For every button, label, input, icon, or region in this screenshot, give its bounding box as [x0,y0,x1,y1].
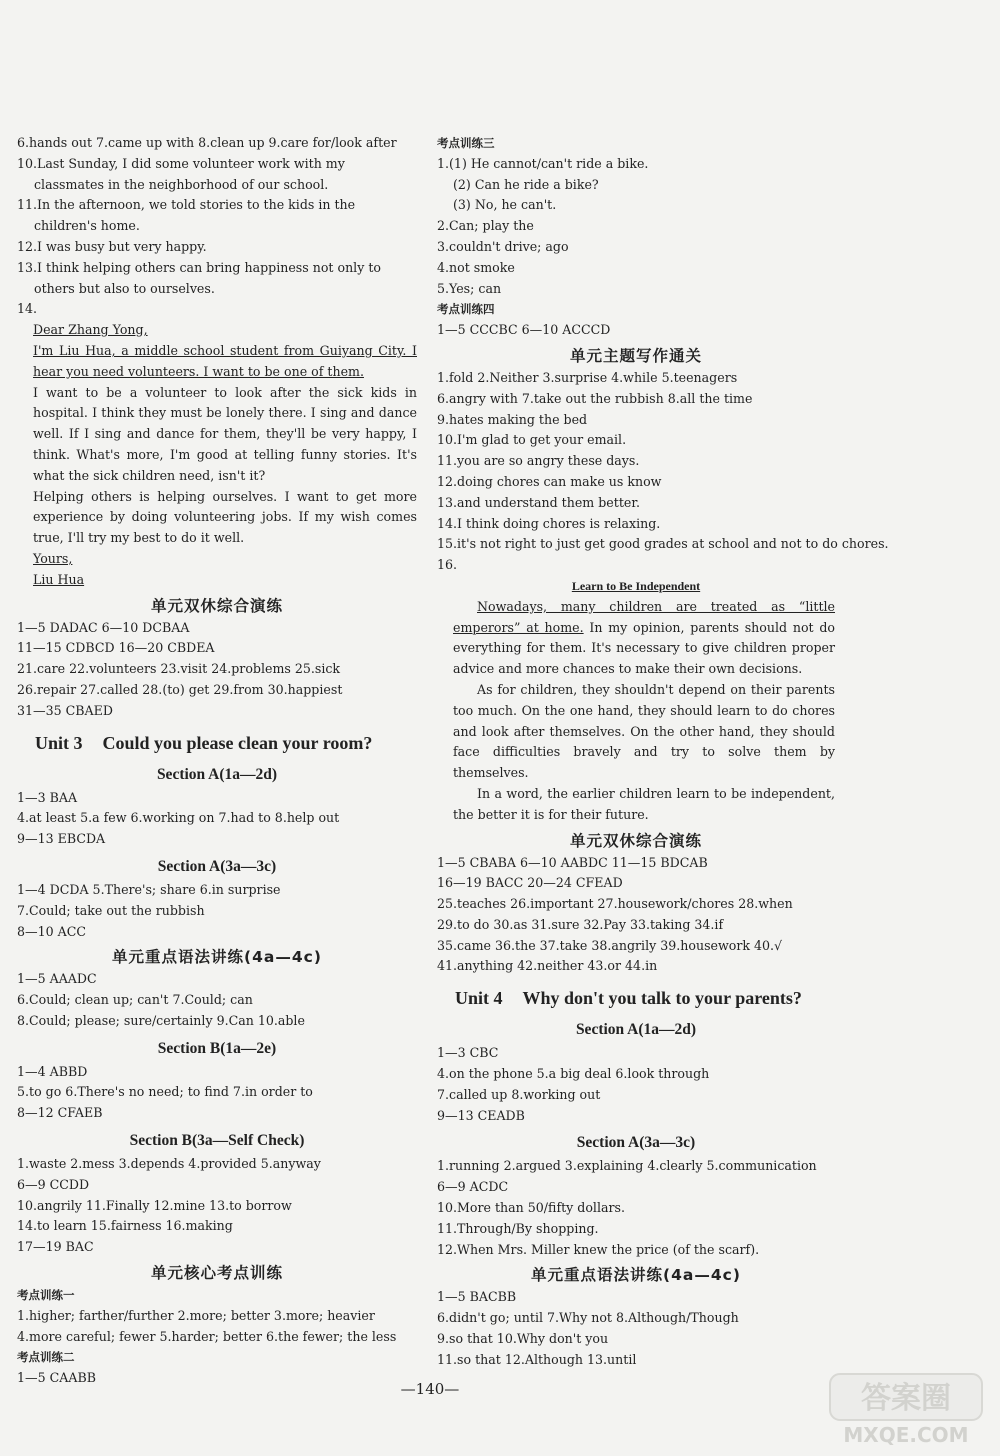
answer-line: 10.More than 50/fifty dollars. [437,1200,625,1216]
answer-line: 12.When Mrs. Miller knew the price (of the scarf). [437,1241,760,1257]
answer-line: 9.hates making the bed [437,411,588,427]
section-heading: Section A(1a—2d) [575,1021,697,1039]
letter-salutation: Dear Zhang Yong, [33,322,148,338]
answer-line: 31—35 CBAED [17,702,113,718]
section-heading: 单元双休综合演练 [569,831,702,850]
answer-line: 1.fold 2.Neither 3.surprise 4.while 5.teenagers [437,369,738,385]
answer-line: 9—13 CEADB [437,1107,525,1123]
subsection-label: 考点训练三 [437,136,495,150]
answer-line: 7.called up 8.working out [437,1086,601,1102]
answer-line: 17—19 BAC [17,1239,94,1255]
answer-line: 1—5 CBABA 6—10 AABDC 11—15 BDCAB [437,854,708,870]
answer-line: 1—5 CAABB [17,1370,96,1386]
answer-line: 6—9 CCDD [17,1176,90,1192]
answer-line: 15.it's not right to just get good grades at school and not to do chores. [437,536,889,552]
answer-line: 12.I was busy but very happy. [17,238,207,254]
answer-line: 1—5 AAADC [17,971,97,987]
answer-line: 2.Can; play the [437,218,534,234]
subsection-label: 考点训练二 [17,1350,75,1365]
answer-line: 26.repair 27.called 28.(to) get 29.from 30.happiest [17,681,343,697]
answer-line: 1—5 CCCBC 6—10 ACCCD [437,322,611,338]
answer-line: 5.Yes; can [437,280,502,296]
answer-line: 10.Last Sunday, I did some volunteer work with my classmates in the neighborhood of our school. [17,155,345,192]
answer-line: 1—3 CBC [437,1045,499,1061]
answer-line: 11—15 CDBCD 16—20 CBDEA [17,640,215,656]
answer-line: 10.angrily 11.Finally 12.mine 13.to borrow [17,1197,292,1213]
answer-line: 10.I'm glad to get your email. [437,432,627,448]
answer-line: 3.couldn't drive; ago [437,238,569,254]
answer-line: 11.you are so angry these days. [437,453,640,469]
letter-paragraph: I want to be a volunteer to look after the sick kids in hospital. I think they must be lonely there. I sing and dance well. If I sing and dance for them, they'll be very happy, I think. What's more, I'm good at telling funny stories. It's what the sick children need, isn't it? [33,384,417,483]
answer-line: 6.didn't go; until 7.Why not 8.Although/Though [437,1310,739,1326]
letter-intro: I'm Liu Hua, a middle school student from Guiyang City. I hear you need volunteers. I want to be one of them. [33,342,417,379]
answer-line: 8—12 CFAEB [17,1105,103,1121]
section-heading: Section A(3a—3c) [157,857,277,875]
unit-title: Could you please clean your room? [102,732,373,753]
answer-line: 1.running 2.argued 3.explaining 4.clearly 5.communication [437,1158,817,1174]
essay-paragraph: As for children, they shouldn't depend on their parents too much. On the one hand, they should learn to do chores and look after themselves. On the other hand, they should face difficulties bravely and try to solve them by themselves. [453,681,835,781]
letter-closing: Yours, [33,550,73,566]
essay-lead: Nowadays, many children are treated as “little emperors” at home. [453,598,835,635]
answer-line: 4.on the phone 5.a big deal 6.look through [437,1066,710,1082]
answer-line: 1.waste 2.mess 3.depends 4.provided 5.anyway [17,1156,321,1172]
unit-heading [455,983,835,1013]
answer-line: 11.Through/By shopping. [437,1220,599,1236]
unit-label: Unit 3 [35,732,83,753]
answer-line: 1—5 BACBB [437,1289,517,1305]
answer-line: 12.doing chores can make us know [437,473,662,489]
section-heading: Section A(3a—3c) [576,1134,696,1152]
section-heading: Section A(1a—2d) [156,765,278,783]
answer-line: 6.angry with 7.take out the rubbish 8.all the time [437,390,753,406]
section-heading: 单元主题写作通关 [569,346,702,365]
watermark-logo [826,1368,986,1448]
answer-line: 29.to do 30.as 31.sure 32.Pay 33.taking 34.if [437,916,724,932]
answer-line: 14.I think doing chores is relaxing. [437,515,661,531]
subsection-label: 考点训练一 [17,1288,75,1303]
answer-line: 7.Could; take out the rubbish [17,902,205,918]
unit-title: Why don't you talk to your parents? [522,988,802,1009]
answer-line: 1—5 DADAC 6—10 DCBAA [17,619,190,635]
answer-line: 13.and understand them better. [437,494,640,510]
answer-line: 11.so that 12.Although 13.until [437,1351,637,1367]
answer-line: 1.(1) He cannot/can't ride a bike. [437,155,649,171]
answer-line: 4.not smoke [437,259,515,275]
answer-line: 4.more careful; fewer 5.harder; better 6.the fewer; the less [17,1328,397,1344]
watermark-url: MXQE.COM [843,1423,969,1447]
answer-line: 9.so that 10.Why don't you [437,1331,609,1347]
unit-label: Unit 4 [455,988,503,1009]
letter-signature: Liu Hua [33,571,85,587]
section-heading: 单元重点语法讲练(4a—4c) [531,1266,741,1285]
watermark-text: 答案圈 [861,1381,951,1416]
section-heading: 单元双休综合演练 [150,596,283,615]
answer-line: 4.at least 5.a few 6.working on 7.had to 8.help out [17,810,340,826]
answer-line: 25.teaches 26.important 27.housework/chores 28.when [437,896,793,912]
answer-line: 13.I think helping others can bring happiness not only to others but also to ourselves. [17,259,381,296]
answer-line: 6.hands out 7.came up with 8.clean up 9.care for/look after [17,135,397,150]
answer-line: (3) No, he can't. [453,197,557,213]
section-heading: 单元重点语法讲练(4a—4c) [112,948,322,967]
essay-title: Learn to Be Independent [571,578,701,593]
essay-text: In my opinion, parents should not do everything for them. It's necessary to give children proper advice and more chances to make their own decisions. [453,619,835,677]
letter-paragraph: Helping others is helping ourselves. I want to get more experience by doing volunteering jobs. If my wish comes true, I'll try my best to do it well. [33,488,417,546]
answer-line: 1—4 ABBD [17,1063,88,1079]
answer-line: 21.care 22.volunteers 23.visit 24.problems 25.sick [17,661,341,677]
subsection-label: 考点训练四 [437,302,495,317]
answer-line: 5.to go 6.There's no need; to find 7.in order to [17,1084,313,1100]
section-heading: Section B(1a—2e) [157,1039,277,1057]
answer-line: 1.higher; farther/further 2.more; better 3.more; heavier [17,1307,375,1323]
page-number: —140— [400,1380,460,1398]
essay-paragraph [437,597,835,680]
answer-line: 1—4 DCDA 5.There's; share 6.in surprise [17,881,281,897]
answer-line: (2) Can he ride a bike? [453,176,599,192]
answer-line: 9—13 EBCDA [17,831,106,847]
answer-line: 1—3 BAA [17,789,78,805]
section-heading: 单元核心考点训练 [150,1264,283,1283]
essay-paragraph: In a word, the earlier children learn to be independent, the better it is for their future. [453,785,835,822]
left-column [17,133,417,1389]
answer-line: 11.In the afternoon, we told stories to the kids in the children's home. [17,197,356,234]
answer-line: 8—10 ACC [17,923,87,939]
answer-line: 14.to learn 15.fairness 16.making [17,1218,233,1234]
answer-line: 16—19 BACC 20—24 CFEAD [437,875,623,891]
section-heading: Section B(3a—Self Check) [129,1132,305,1150]
unit-heading [35,728,417,758]
answer-line: 41.anything 42.neither 43.or 44.in [437,958,658,974]
answer-line: 8.Could; please; sure/certainly 9.Can 10.able [17,1012,305,1028]
answer-line: 16. [437,557,458,573]
answer-line: 6.Could; clean up; can't 7.Could; can [17,992,253,1008]
answer-line: 6—9 ACDC [437,1179,509,1195]
answer-line: 14. [17,301,38,317]
right-column [437,133,889,1371]
answer-line: 35.came 36.the 37.take 38.angrily 39.housework 40.√ [437,937,783,953]
